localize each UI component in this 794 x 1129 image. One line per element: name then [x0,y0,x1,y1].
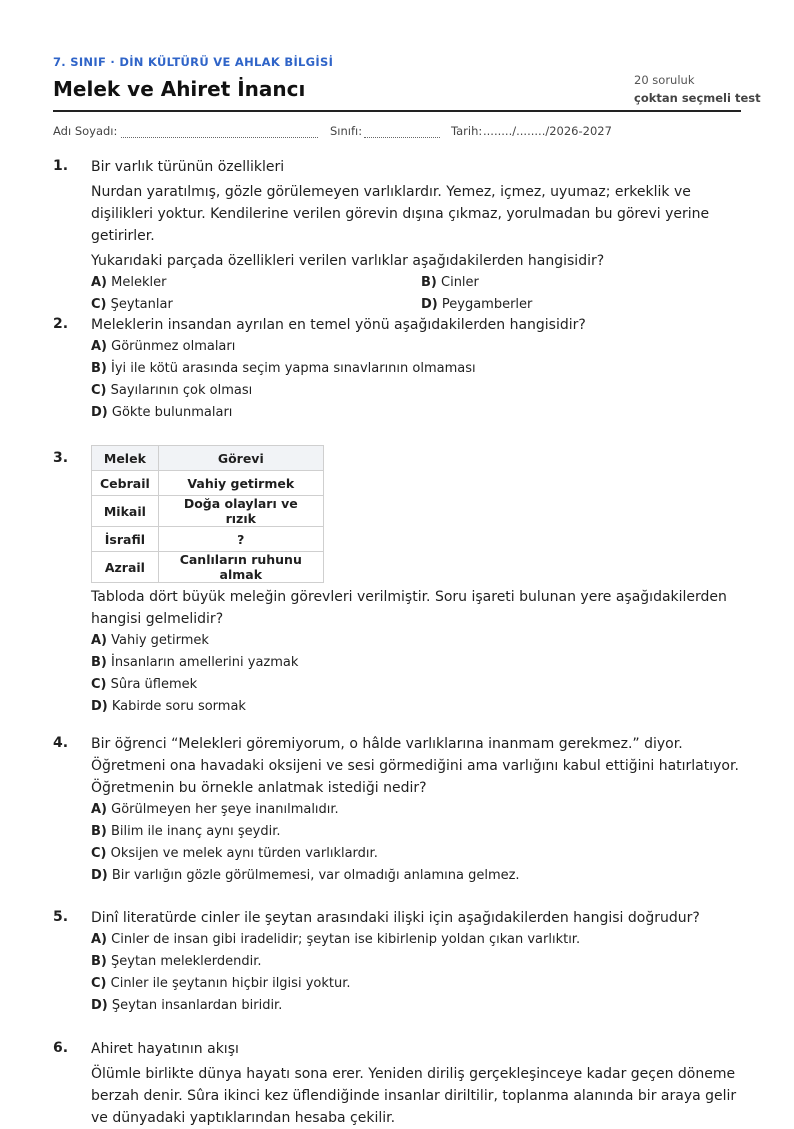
option-b[interactable]: B) Şeytan meleklerdendir. [91,954,262,969]
options [91,929,741,1017]
question-number: 3. [53,450,69,466]
option-a[interactable]: A) Görülmeyen her şeye inanılmalıdır. [91,802,339,817]
table-cell: Doğa olayları ve rızık [158,496,323,527]
table-header-cell: Görevi [158,446,323,471]
option-b[interactable]: B) İyi ile kötü arasında seçim yapma sınavlarının olmaması [91,361,476,376]
name-field[interactable] [121,137,318,138]
table-row [92,496,324,527]
option-c[interactable]: C) Oksijen ve melek aynı türden varlıklardır. [91,846,378,861]
option-d[interactable]: D) Gökte bulunmaları [91,405,233,420]
table-row [92,527,324,552]
question-stem: Yukarıdaki parçada özellikleri verilen varlıklar aşağıdakilerden hangisidir? [91,253,605,269]
question-heading: Ahiret hayatının akışı [91,1041,239,1057]
options [91,336,741,424]
question-stem: Bir öğrenci “Melekleri göremiyorum, o hâlde varlıklarına inanmam gerekmez.” diyor. Öğretmeni ona havadaki oksijeni ve sesi görmediğini ama varlığını kabul ettiğini hatırlatıyor. Öğretmenin bu örnekle anlatmak istediği nedir? [91,736,739,796]
option-c[interactable]: C) Şeytanlar [91,297,173,312]
table-cell: Cebrail [92,471,159,496]
table-cell: ? [158,527,323,552]
option-b[interactable]: B) Cinler [421,275,479,290]
options [91,630,741,718]
date-value: ......../......../2026-2027 [483,124,612,138]
question-stem: Dinî literatürde cinler ile şeytan arasındaki ilişki için aşağıdakilerden hangisi doğrudur? [91,910,700,926]
options [91,272,741,316]
class-label: Sınıfı: [330,124,363,138]
question-number: 1. [53,158,69,174]
table-cell: Canlıların ruhunu almak [158,552,323,583]
table-header-cell: Melek [92,446,159,471]
question-heading: Bir varlık türünün özellikleri [91,159,285,175]
option-b[interactable]: B) Bilim ile inanç aynı şeydir. [91,824,281,839]
option-d[interactable]: D) Şeytan insanlardan biridir. [91,998,283,1013]
options [91,799,741,887]
question-number: 4. [53,735,69,751]
name-label: Adı Soyadı: [53,124,118,138]
question-count: 20 soruluk [634,73,695,87]
question-number: 5. [53,909,69,925]
option-d[interactable]: D) Peygamberler [421,297,533,312]
option-d[interactable]: D) Bir varlığın gözle görülmemesi, var olmadığı anlamına gelmez. [91,868,520,883]
question-passage: Ölümle birlikte dünya hayatı sona erer. Yeniden diriliş gerçekleşinceye kadar geçen döneme berzah denir. Sûra ikinci kez üflendiğinde insanlar diriltilir, toplanma alanında bir araya gelir ve dünyadaki yaptıklarından hesaba çekilir. [91,1066,737,1126]
page-title: Melek ve Ahiret İnancı [53,77,306,101]
test-meta [634,71,761,107]
test-type: çoktan seçmeli test [634,91,761,105]
table-header-row [92,446,324,471]
option-c[interactable]: C) Sûra üflemek [91,677,198,692]
table-cell: İsrafil [92,527,159,552]
option-c[interactable]: C) Sayılarının çok olması [91,383,253,398]
option-b[interactable]: B) İnsanların amellerini yazmak [91,655,299,670]
header-divider [53,110,741,112]
option-a[interactable]: A) Cinler de insan gibi iradelidir; şeytan ise kibirlenip yoldan çıkan varlıktır. [91,932,581,947]
table-cell: Azrail [92,552,159,583]
question-number: 6. [53,1040,69,1056]
subject-label: 7. SINIF · DİN KÜLTÜRÜ VE AHLAK BİLGİSİ [53,55,334,69]
class-field[interactable] [364,137,440,138]
option-d[interactable]: D) Kabirde soru sormak [91,699,246,714]
option-a[interactable]: A) Melekler [91,275,167,290]
table-cell: Vahiy getirmek [158,471,323,496]
option-c[interactable]: C) Cinler ile şeytanın hiçbir ilgisi yoktur. [91,976,351,991]
question-stem: Meleklerin insandan ayrılan en temel yönü aşağıdakilerden hangisidir? [91,317,586,333]
option-a[interactable]: A) Vahiy getirmek [91,633,209,648]
question-passage: Nurdan yaratılmış, gözle görülemeyen varlıklardır. Yemez, içmez, uyumaz; erkeklik ve dişilikleri yoktur. Kendilerine verilen görevin dışına çıkmaz, yorulmadan bu görevi yerine getirirler. [91,184,710,244]
date-label: Tarih: [451,124,483,138]
table-row [92,552,324,583]
angel-duty-table [91,445,324,583]
table-row [92,471,324,496]
option-a[interactable]: A) Görünmez olmaları [91,339,236,354]
table-cell: Mikail [92,496,159,527]
question-stem: Tabloda dört büyük meleğin görevleri verilmiştir. Soru işareti bulunan yere aşağıdakilerden hangisi gelmelidir? [91,589,727,627]
question-number: 2. [53,316,69,332]
